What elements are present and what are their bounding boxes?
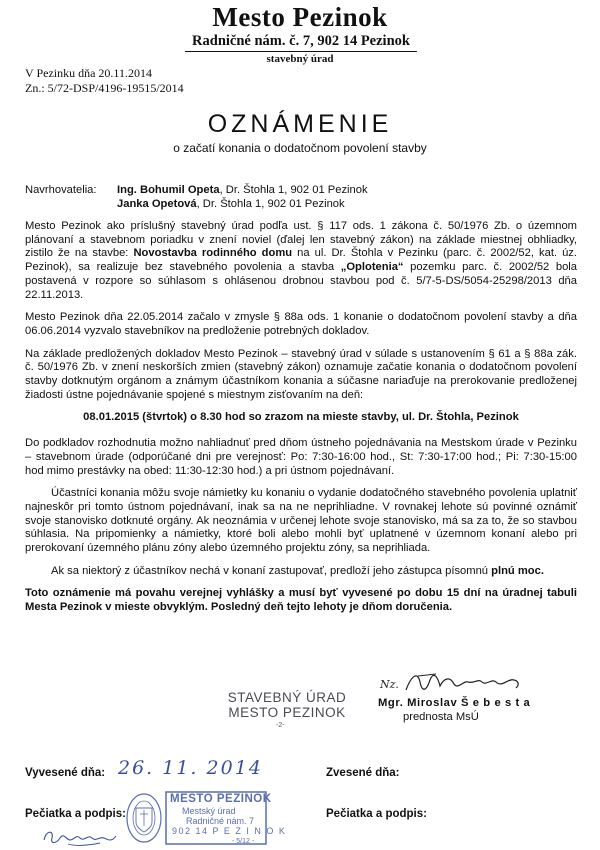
applicant-address: , Dr. Štohla 1, 902 01 Pezinok	[219, 184, 368, 196]
signer-name: Mgr. Miroslav Š e b e s t a	[378, 697, 531, 709]
document-title: OZNÁMENIE	[207, 110, 393, 138]
handwritten-signature	[378, 668, 528, 700]
issue-date: V Pezinku dňa 20.11.2014	[25, 66, 152, 80]
seal-line: Mestský úrad	[182, 806, 236, 816]
fence-name: „Oplotenia“	[340, 261, 404, 274]
construction-name: Novostavba rodinného domu	[133, 247, 293, 260]
clerk-signature	[40, 826, 120, 848]
office-stamp-line: STAVEBNÝ ÚRAD	[227, 690, 347, 705]
signature-prefix: Nz.	[380, 678, 399, 691]
paragraph-findings: Mesto Pezinok ako príslušný stavebný úrad podľa ust. § 117 ods. 1 zákona č. 50/1976 Zb. o územnom plánovaní a stavebnom poriadku v znení noviel (ďalej len stavebný zákon) na základe miestnej obhliadky, zistilo že na stavbe: Novostavba rodinného domu na ul. Dr. Štohla v Pezinku (parc. č. 2002/52, kat. úz. Pezinok), sa realizuje bez stavebného povolenia a stavba „Oplotenia“ pozemku parc. č. 2002/52 bola postavená v rozpore so súhlasom s ohlásenou drobnou stavbou pod č. 5/7-5-DS/5054-25298/2013 dňa 22.11.2013.	[25, 220, 577, 301]
office-name: stavebný úrad	[266, 53, 334, 65]
stamp-signature-label: Pečiatka a podpis:	[25, 808, 126, 820]
municipality-address: Radničné nám. č. 7, 902 14 Pezinok	[192, 33, 410, 49]
paragraph-proceedings: Mesto Pezinok dňa 22.05.2014 začalo v zmysle § 88a ods. 1 konanie o dodatočnom povolení stavby a dňa 06.06.2014 vyzvalo stavebníkov na predloženie potrebných dokladov.	[25, 311, 577, 337]
applicant-address: , Dr. Štohla 1, 902 01 Pezinok	[196, 198, 345, 210]
applicants-label: Navrhovatelia:	[25, 184, 97, 196]
document-subtitle: o začatí konania o dodatočnom povolení stavby	[173, 141, 427, 155]
applicant-item	[117, 184, 368, 198]
office-stamp-number: -2-	[276, 722, 285, 729]
seal-line: Radničné nám. 7	[186, 816, 255, 826]
paragraph-objections: Účastníci konania môžu svoje námietky ku konaniu o vydanie dodatočného stavebného povolenia uplatniť najneskôr pri tomto ústnom pojednávaní, inak sa na ne neprihliadne. V rovnakej lehote sú povinné oznámiť svoje stanovisko dotknuté orgány. Ak neoznámia v určenej lehote svoje stanovisko, má sa za to, že so stavbou súhlasia. Na pripomienky a námietky, ktoré boli alebo mohli byť uplatnené v územnom konaní alebo pri prerokovaní územného plánu zóny alebo územného projektu zóny, sa neprihliada.	[25, 487, 577, 555]
municipality-title: Mesto Pezinok	[212, 2, 388, 32]
seal-line: MESTO PEZINOK	[170, 793, 272, 805]
paragraph-public-notice: Toto oznámenie má povahu verejnej vyhlášky a musí byť vyvesené po dobu 15 dní na úradnej tabuli Mesta Pezinok v mieste obvyklým. Posledný deň tejto lehoty je dňom doručenia.	[25, 587, 577, 614]
paragraph-announcement: Na základe predložených dokladov Mesto Pezinok – stavebný úrad v súlade s ustanovením § 61 a § 88a zák. č. 50/1976 Zb. v znení neskorších zmien (stavebný zákon) oznamuje začatie konania o dodatočnom povolení stavby dotknutým orgánom a známym účastníkom konania a súčasne nariaďuje na prerokovanie predloženej žiadosti ústne pojednávanie spojené s miestnym zisťovaním na deň:	[25, 347, 577, 401]
seal-line: 902 14 P E Z I N O K	[172, 826, 287, 836]
applicant-name: Janka Opetová	[117, 198, 197, 210]
notice-body	[25, 184, 577, 624]
posted-date-handwritten: 26. 11. 2014	[118, 757, 263, 779]
signer-role: prednosta MsÚ	[403, 711, 479, 723]
stamp-signature-label-right: Pečiatka a podpis:	[326, 808, 427, 820]
applicant-item	[117, 198, 345, 212]
hearing-date: 08.01.2015 (štvrtok) o 8.30 hod so zrazom na mieste stavby, ul. Dr. Štohla, Pezinok	[83, 411, 519, 424]
power-of-attorney: plnú moc.	[491, 564, 544, 577]
applicant-name: Ing. Bohumil Opeta	[117, 184, 220, 196]
header-underline	[185, 51, 417, 52]
applicants-block	[25, 184, 577, 214]
reference-number: Zn.: 5/72-DSP/4196-19515/2014	[25, 81, 184, 95]
paragraph-inspection: Do podkladov rozhodnutia možno nahliadnuť pred dňom ústneho pojednávania na Mestskom úrade v Pezinku – stavebnom úrade (odporúčané dni pre verejnosť: Po: 7:30-16:00 hod., St: 7:30-17:00 hod.; Pi: 7:30-15:00 hod mimo prestávky na obed: 11:30-12:30 hod.) a pri ústnom pojednávaní.	[25, 437, 577, 477]
office-stamp-line: MESTO PEZINOK	[228, 705, 346, 720]
office-stamp	[224, 690, 350, 720]
removed-date-label: Zvesené dňa:	[326, 767, 400, 779]
posted-date-label: Vyvesené dňa:	[25, 767, 106, 779]
paragraph-representation: Ak sa niektorý z účastníkov nechá v konaní zastupovať, predloží jeho zástupca písomnú plnú moc.	[51, 564, 544, 577]
seal-line: - 5/12 -	[232, 838, 255, 845]
